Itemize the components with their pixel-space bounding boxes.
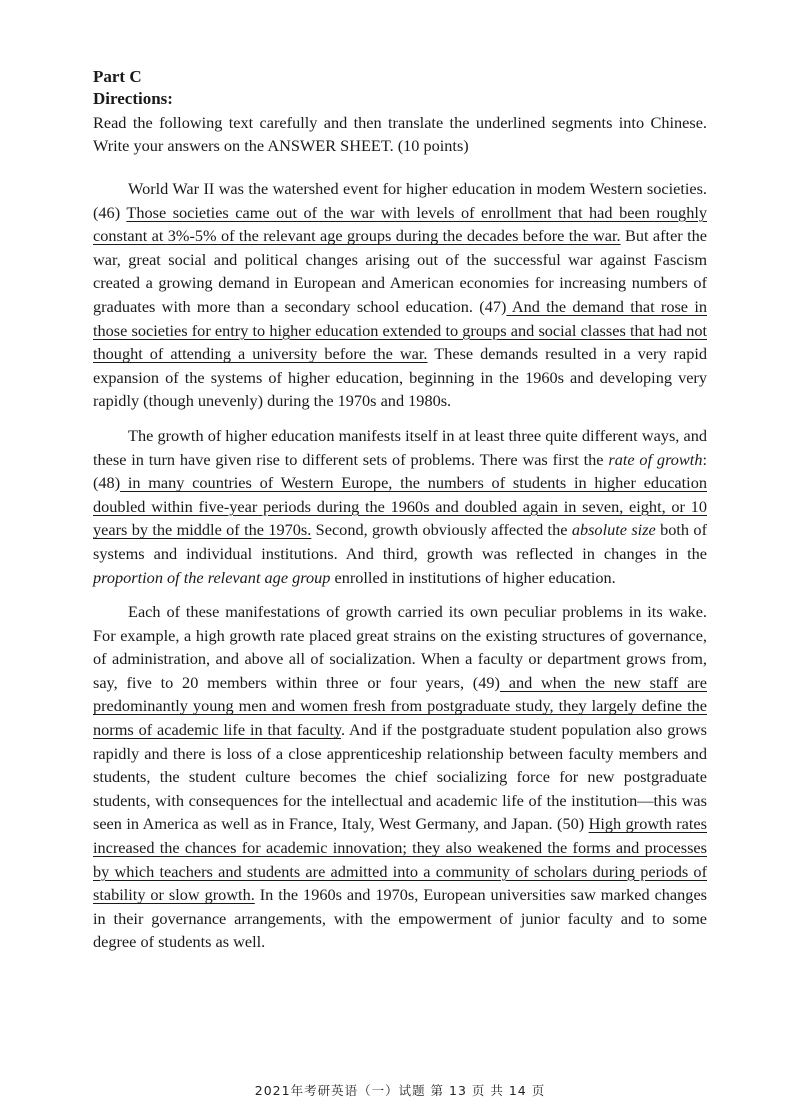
underlined-segment-48: in many countries of Western Europe, the numbers of students in higher education doubled within five-year periods during the 1960s and doubled again in seven, eight, or 10 years by the middle of the 1970s. (93, 473, 707, 540)
paragraph-3 (93, 600, 707, 954)
p2-text-3: Second, growth obviously affected the (311, 520, 572, 540)
directions-text: Read the following text carefully and then translate the underlined segments into Chinese. Write your answers on the ANSWER SHEET. (10 points) (93, 113, 707, 155)
part-title: Part C (93, 67, 142, 86)
underlined-segment-46: Those societies came out of the war with levels of enrollment that had been roughly constant at 3%-5% of the relevant age groups during the decades before the war. (93, 202, 707, 246)
directions-label: Directions: (93, 89, 173, 108)
paragraph-1 (93, 177, 707, 413)
p2-text-1: The growth of higher education manifests itself in at least three quite different ways, and these in turn have given rise to different sets of problems. There was first the (93, 425, 707, 469)
p1-text-2: But after the war, great social and political changes arising out of the successful war against Fascism created a growing demand in European and American economies for increasing numbers of graduates with more than a secondary school education. (47) (93, 226, 707, 316)
underlined-segment-47: And the demand that rose in those societies for entry to higher education extended to groups and social classes that had not thought of attending a university before the war. (93, 296, 707, 364)
p3-text-3: In the 1960s and 1970s, European universities saw marked changes in their governance arrangements, with the empowerment of junior faculty and to some degree of students as well. (93, 885, 708, 952)
p1-text-1: World War II was the watershed event for higher education in modem Western societies. (46) (93, 179, 707, 222)
p1-text-3: These demands resulted in a very rapid expansion of the systems of higher education, beginning in the 1960s and developing very rapidly (though unevenly) during the 1970s and 1980s. (93, 344, 708, 411)
page-footer: 2021年考研英语（一）试题 第 13 页 共 14 页 (254, 1083, 546, 1098)
underlined-segment-50: High growth rates increased the chances for academic innovation; they also weakened the forms and processes by which teachers and students are admitted into a community of scholars during periods of stability or slow growth. (93, 814, 707, 905)
paragraph-2 (93, 424, 707, 589)
p2-text-4: both of systems and individual institutions. And third, growth was reflected in changes in the (93, 520, 707, 563)
p2-italic-proportion: proportion of the relevant age group (93, 567, 331, 587)
p2-text-5: enrolled in institutions of higher education. (330, 567, 616, 587)
p3-text-2: . And if the postgraduate student population also grows rapidly and there is loss of a close apprenticeship relationship between faculty members and students, the student culture becomes the chief socializing force for new postgraduate students, with consequences for the intellectual and academic life of the institution—this was seen in America as well as in France, Italy, West Germany, and Japan. (50) (93, 720, 707, 834)
p2-italic-absolute-size: absolute size (571, 520, 656, 540)
p3-text-1: Each of these manifestations of growth carried its own peculiar problems in its wake. For example, a high growth rate placed great strains on the existing structures of governance, of administration, and above all of socialization. When a faculty or department grows from, say, five to 20 members within three or four years, (49) (93, 602, 707, 692)
exam-page (93, 66, 707, 954)
p2-text-2: : (48) (93, 449, 707, 493)
underlined-segment-49: and when the new staff are predominantly young men and women fresh from postgraduate study, they largely define the norms of academic life in that faculty (93, 672, 707, 740)
p2-italic-rate-of-growth: rate of growth (608, 449, 703, 469)
